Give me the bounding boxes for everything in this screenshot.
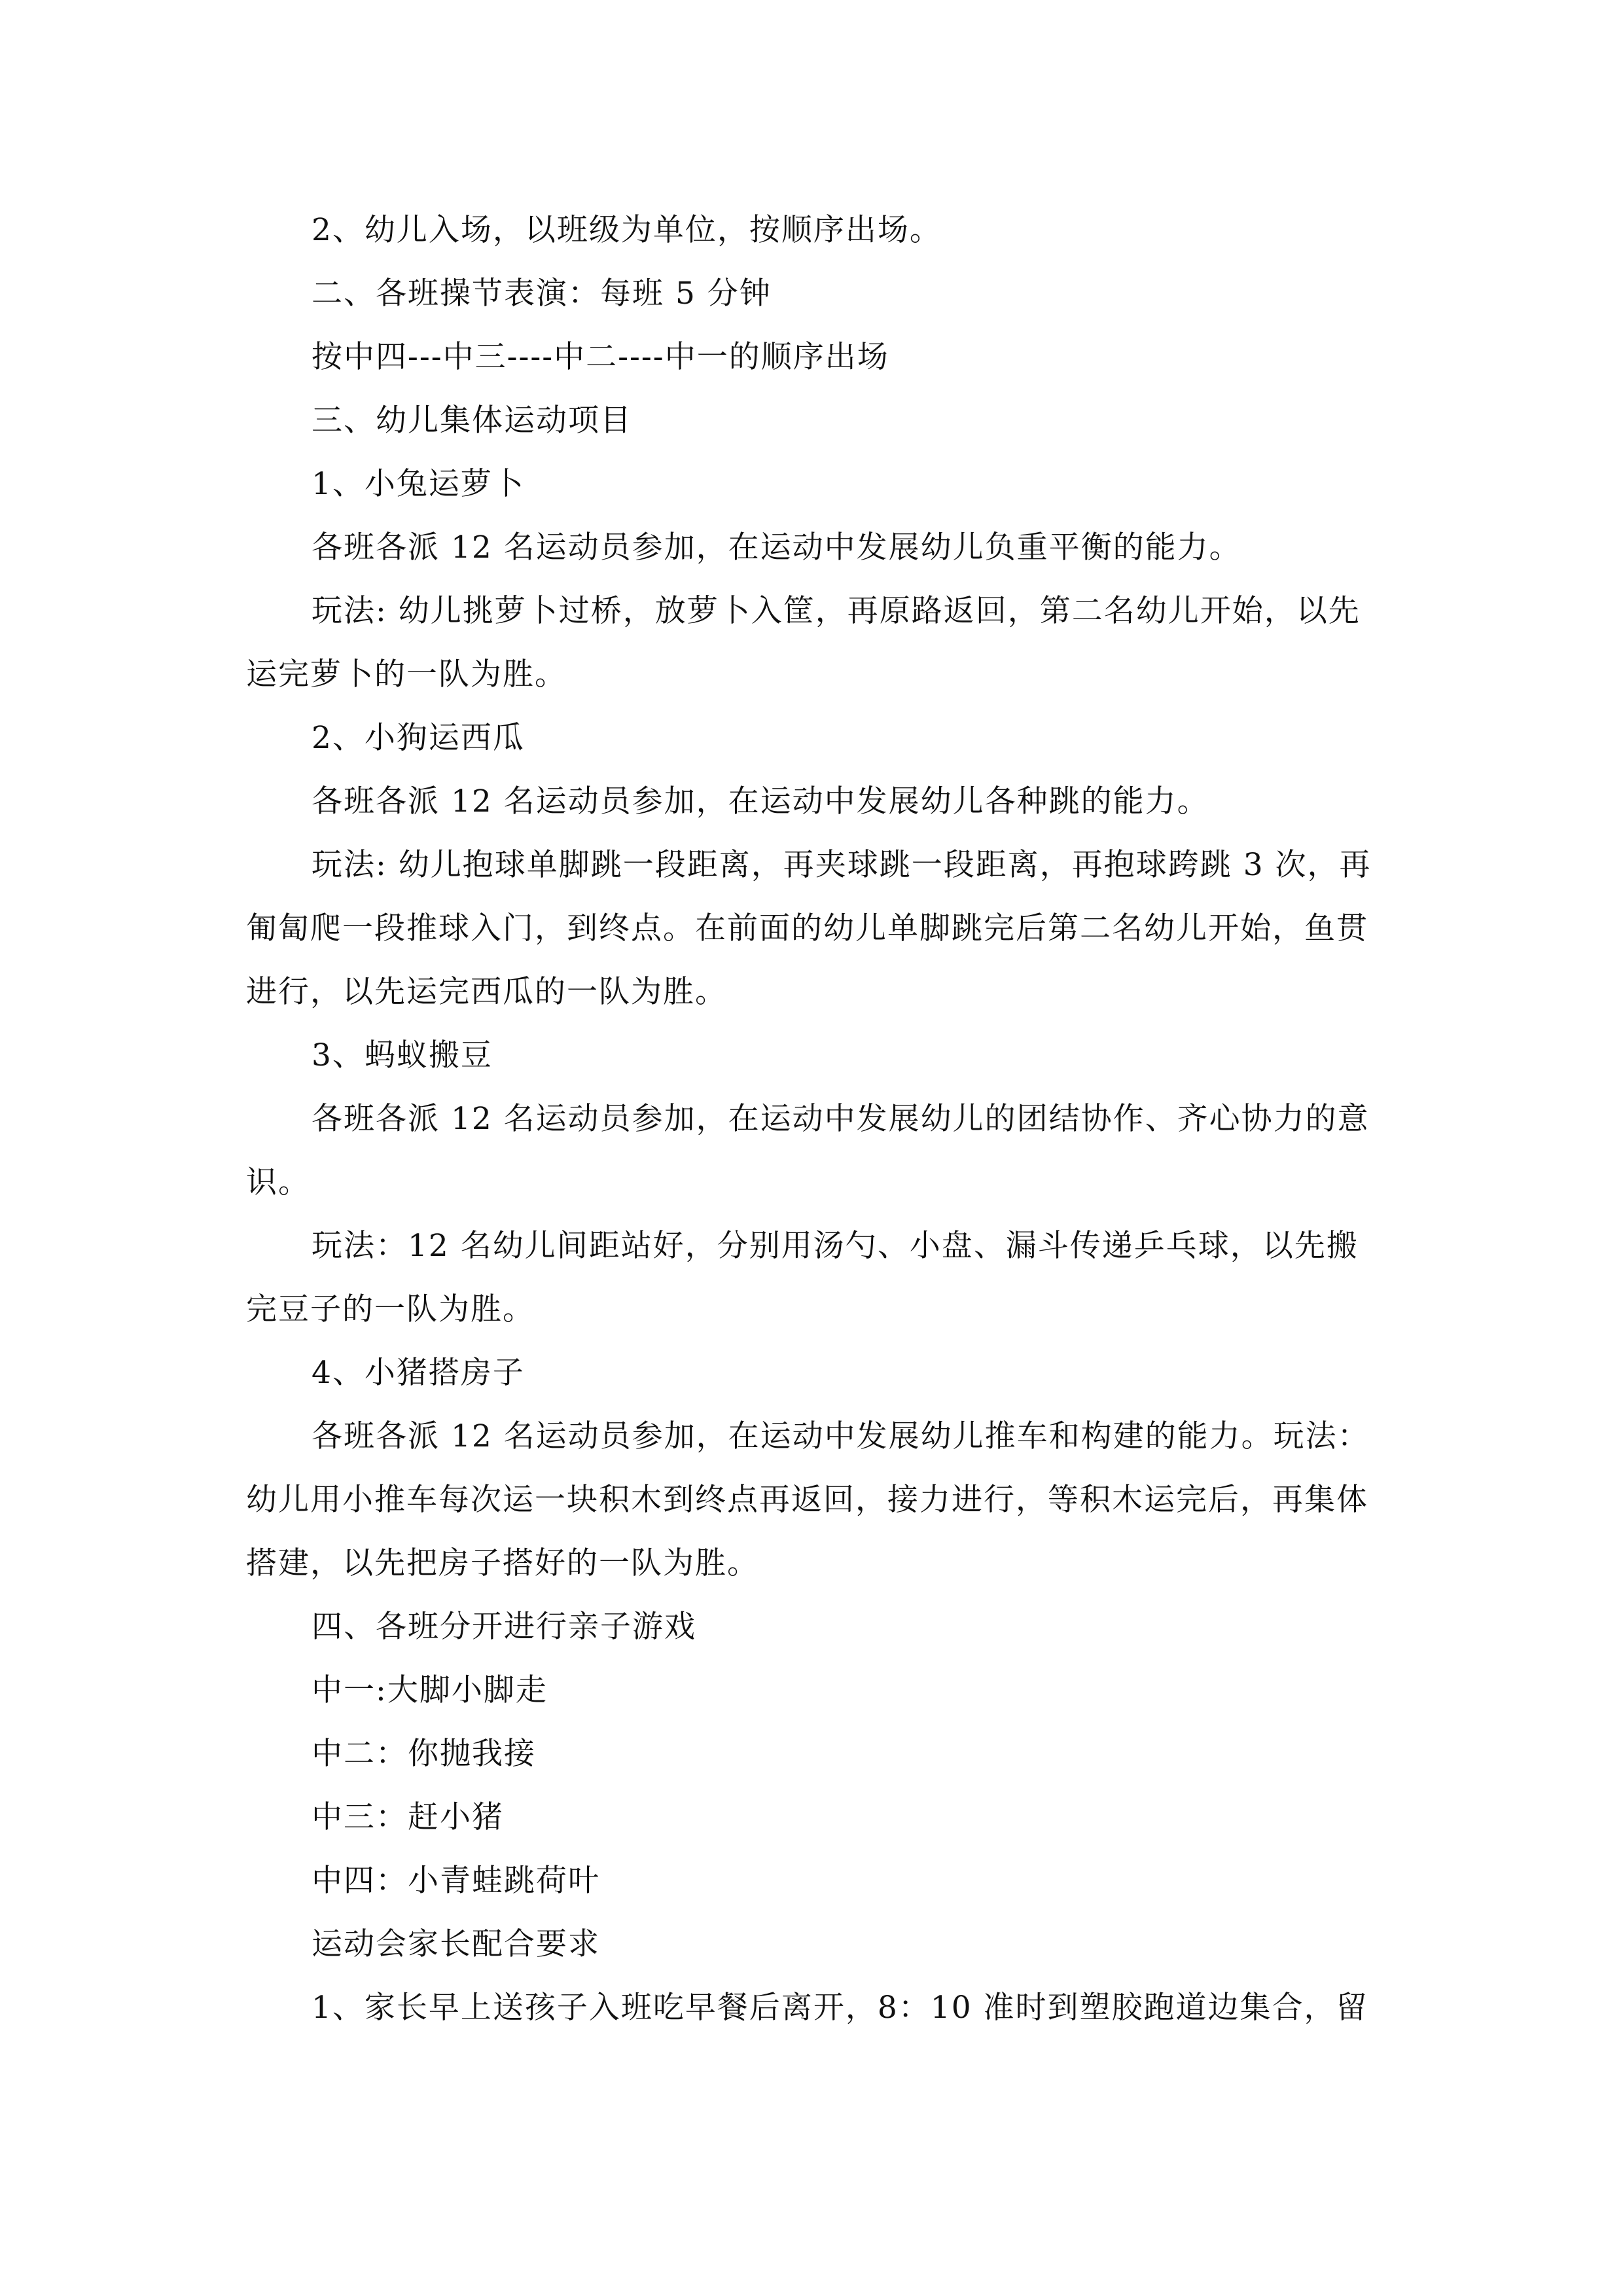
text-line: 中三：赶小猪 — [312, 1799, 504, 1835]
text-line: 中一:大脚小脚走 — [312, 1672, 548, 1708]
text-line: 2、幼儿入场，以班级为单位，按顺序出场。 — [312, 212, 942, 248]
text-line: 各班各派 12 名运动员参加，在运动中发展幼儿的团结协作、齐心协力的意 — [312, 1101, 1370, 1137]
text-line: 识。 — [246, 1164, 310, 1200]
text-line: 玩法: 幼儿挑萝卜过桥，放萝卜入筐，再原路返回，第二名幼儿开始，以先 — [312, 593, 1361, 629]
text-line: 幼儿用小推车每次运一块积木到终点再返回，接力进行，等积木运完后，再集体 — [246, 1482, 1368, 1518]
section-heading: 二、各班操节表演：每班 5 分钟 — [312, 276, 772, 312]
text-line: 各班各派 12 名运动员参加，在运动中发展幼儿负重平衡的能力。 — [312, 529, 1241, 565]
text-line: 各班各派 12 名运动员参加，在运动中发展幼儿推车和构建的能力。玩法： — [312, 1418, 1370, 1454]
item-heading: 3、蚂蚁搬豆 — [312, 1037, 493, 1073]
section-heading: 四、各班分开进行亲子游戏 — [312, 1609, 696, 1645]
text-line: 匍匐爬一段推球入门，到终点。在前面的幼儿单脚跳完后第二名幼儿开始，鱼贯 — [246, 910, 1368, 946]
section-heading: 三、幼儿集体运动项目 — [312, 403, 632, 439]
item-heading: 1、小兔运萝卜 — [312, 466, 525, 502]
text-line: 完豆子的一队为胜。 — [246, 1291, 535, 1327]
text-line: 1、家长早上送孩子入班吃早餐后离开，8：10 准时到塑胶跑道边集合，留 — [312, 1990, 1368, 2026]
text-line: 各班各派 12 名运动员参加，在运动中发展幼儿各种跳的能力。 — [312, 783, 1209, 819]
text-line: 按中四---中三----中二----中一的顺序出场 — [312, 339, 889, 375]
text-line: 中二：你抛我接 — [312, 1736, 536, 1772]
text-line: 进行，以先运完西瓜的一队为胜。 — [246, 974, 727, 1010]
item-heading: 2、小狗运西瓜 — [312, 720, 525, 756]
text-line: 玩法：12 名幼儿间距站好，分别用汤勺、小盘、漏斗传递乒乓球，以先搬 — [312, 1228, 1359, 1264]
item-heading: 4、小猪搭房子 — [312, 1355, 525, 1391]
text-line: 搭建，以先把房子搭好的一队为胜。 — [246, 1545, 759, 1581]
text-line: 中四：小青蛙跳荷叶 — [312, 1863, 600, 1899]
section-heading: 运动会家长配合要求 — [312, 1926, 600, 1962]
text-line: 玩法: 幼儿抱球单脚跳一段距离，再夹球跳一段距离，再抱球跨跳 3 次，再 — [312, 847, 1372, 883]
text-line: 运完萝卜的一队为胜。 — [246, 656, 567, 692]
